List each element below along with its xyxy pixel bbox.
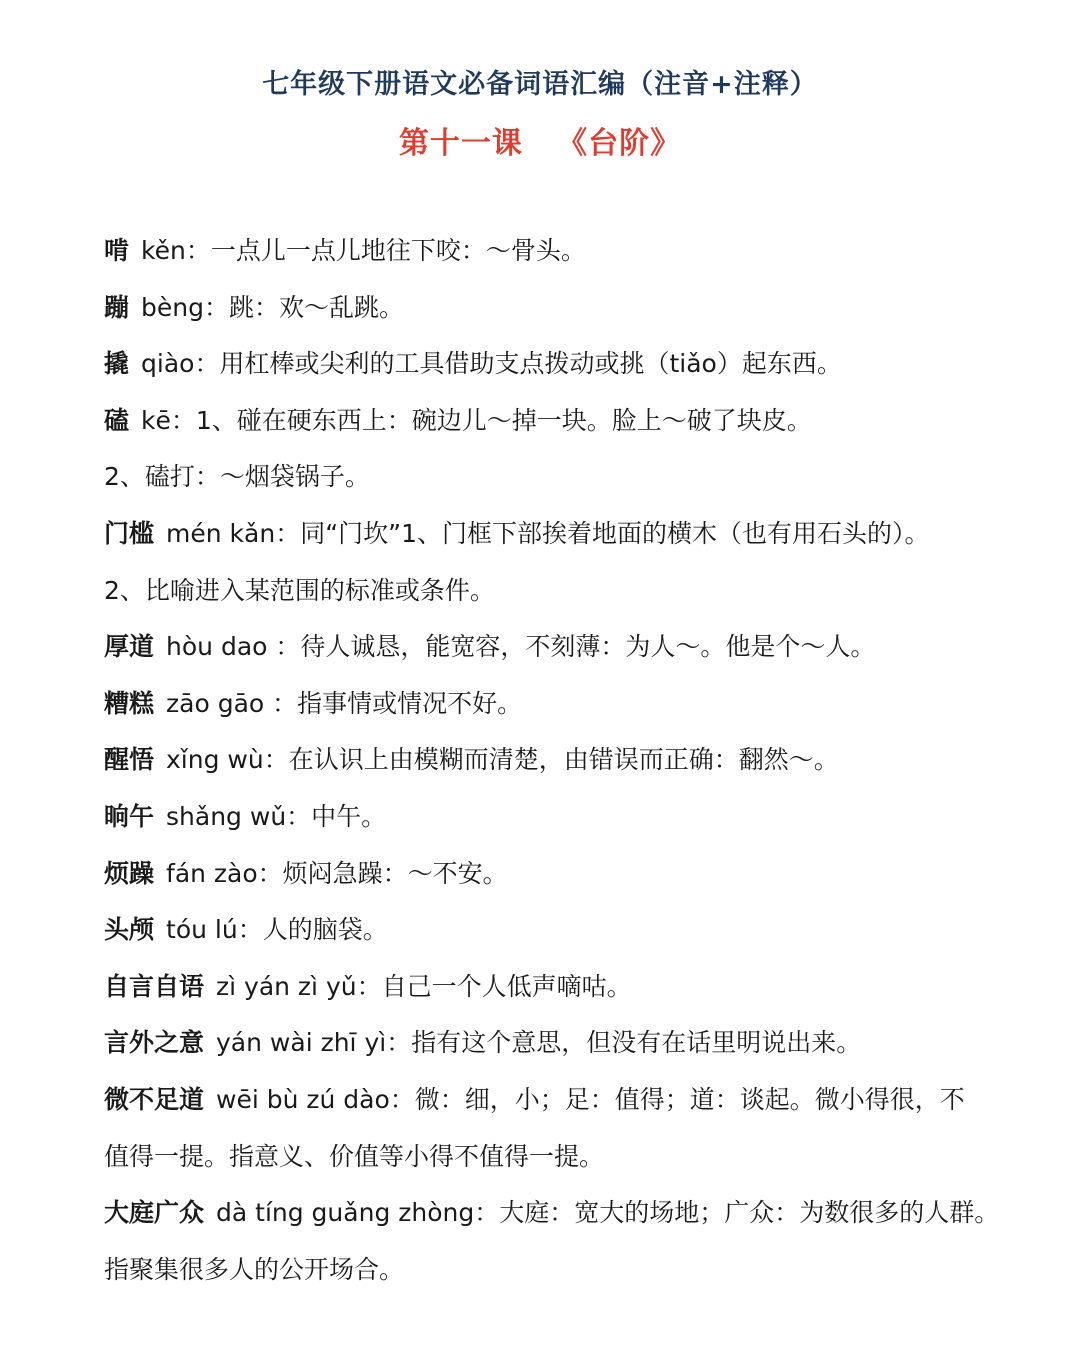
vocab-entry (104, 737, 1004, 794)
vocab-definition: 值得一提。指意义、价值等小得不值得一提。 (104, 1141, 605, 1171)
vocabulary-list (104, 228, 1004, 1303)
vocab-pinyin: zāo gāo (166, 688, 265, 718)
vocab-term: 磕 (104, 405, 130, 435)
vocab-entry (104, 907, 1004, 964)
vocab-pinyin: tóu lú (166, 915, 238, 945)
vocab-definition: ：微：细，小；足：值得；道：谈起。微小得很，不 (389, 1084, 965, 1114)
vocab-definition: ：人的脑袋。 (237, 915, 388, 945)
vocab-definition: ：1、碰在硬东西上：碗边儿～掉一块。脸上～破了块皮。 (170, 405, 812, 435)
vocab-pinyin: fán zào (166, 858, 258, 888)
vocab-definition: ：同“门坎”1、门框下部挨着地面的横木（也有用石头的）。 (275, 518, 930, 548)
vocab-entry (104, 851, 1004, 908)
vocab-entry (104, 1020, 1004, 1077)
vocab-term: 门槛 (104, 518, 155, 548)
vocab-definition: ：跳：欢～乱跳。 (203, 292, 404, 322)
vocab-definition: ：在认识上由模糊而清楚，由错误而正确：翻然～。 (263, 745, 839, 775)
vocab-entry (104, 228, 1004, 285)
vocab-term: 大庭广众 (104, 1198, 205, 1228)
vocab-term: 晌午 (104, 801, 155, 831)
vocab-entry (104, 1077, 1004, 1134)
vocab-definition: ：大庭：宽大的场地；广众：为数很多的人群。 (474, 1198, 1000, 1228)
vocab-pinyin: mén kǎn (166, 518, 276, 548)
vocab-entry (104, 398, 1004, 455)
vocab-continuation (104, 568, 1004, 625)
vocab-pinyin: yán wài zhī yì (216, 1028, 387, 1058)
vocab-definition: ：自己一个人低声嘀咕。 (356, 971, 632, 1001)
vocab-term: 撬 (104, 349, 130, 379)
vocab-pinyin: zì yán zì yǔ (216, 971, 357, 1001)
vocab-entry (104, 681, 1004, 738)
vocab-term: 糟糕 (104, 688, 155, 718)
vocab-entry (104, 624, 1004, 681)
vocab-definition: ：中午。 (286, 801, 387, 831)
vocab-definition: ：指事情或情况不好。 (264, 688, 523, 718)
vocab-definition: ：指有这个意思，但没有在话里明说出来。 (386, 1028, 862, 1058)
vocab-definition: 2、磕打：～烟袋锅子。 (104, 462, 370, 492)
vocab-continuation (104, 1134, 1004, 1191)
vocab-definition: ：烦闷急躁：～不安。 (257, 858, 508, 888)
vocab-entry (104, 341, 1004, 398)
vocab-entry (104, 964, 1004, 1021)
vocab-definition: 2、比喻进入某范围的标准或条件。 (104, 575, 495, 605)
vocab-term: 言外之意 (104, 1028, 205, 1058)
vocab-term: 头颅 (104, 915, 155, 945)
document-title: 七年级下册语文必备词语汇编（注音+注释） (262, 69, 818, 100)
vocab-entry (104, 285, 1004, 342)
vocab-definition: ：一点儿一点儿地往下咬：～骨头。 (185, 236, 586, 265)
vocab-entry (104, 511, 1004, 568)
vocab-continuation (104, 1247, 1004, 1304)
vocab-term: 微不足道 (104, 1084, 205, 1114)
lesson-heading: 第十一课 《台阶》 (398, 126, 682, 161)
vocab-pinyin: qiào (141, 349, 195, 379)
vocab-pinyin: bèng (141, 292, 204, 322)
vocab-pinyin: kē (141, 405, 171, 435)
vocab-term: 厚道 (104, 632, 155, 662)
vocab-term: 蹦 (104, 292, 130, 322)
vocab-definition: 指聚集很多人的公开场合。 (104, 1254, 405, 1284)
vocab-pinyin: wēi bù zú dào (216, 1084, 390, 1114)
vocab-pinyin: kěn (141, 236, 186, 265)
vocab-term: 醒悟 (104, 745, 155, 775)
vocab-term: 啃 (104, 236, 130, 265)
vocab-definition: ：待人诚恳，能宽容，不刻薄：为人～。他是个～人。 (267, 632, 876, 662)
vocab-pinyin: shǎng wǔ (166, 801, 287, 831)
vocab-pinyin: dà tíng guǎng zhòng (216, 1198, 475, 1228)
vocab-definition: ：用杠棒或尖利的工具借助支点拨动或挑（tiǎo）起东西。 (194, 349, 842, 379)
vocab-pinyin: hòu dao (166, 632, 268, 662)
vocab-continuation (104, 454, 1004, 511)
vocab-term: 烦躁 (104, 858, 155, 888)
vocab-term: 自言自语 (104, 971, 205, 1001)
vocab-entry (104, 794, 1004, 851)
vocab-pinyin: xǐng wù (166, 745, 264, 775)
vocab-entry (104, 1190, 1004, 1247)
